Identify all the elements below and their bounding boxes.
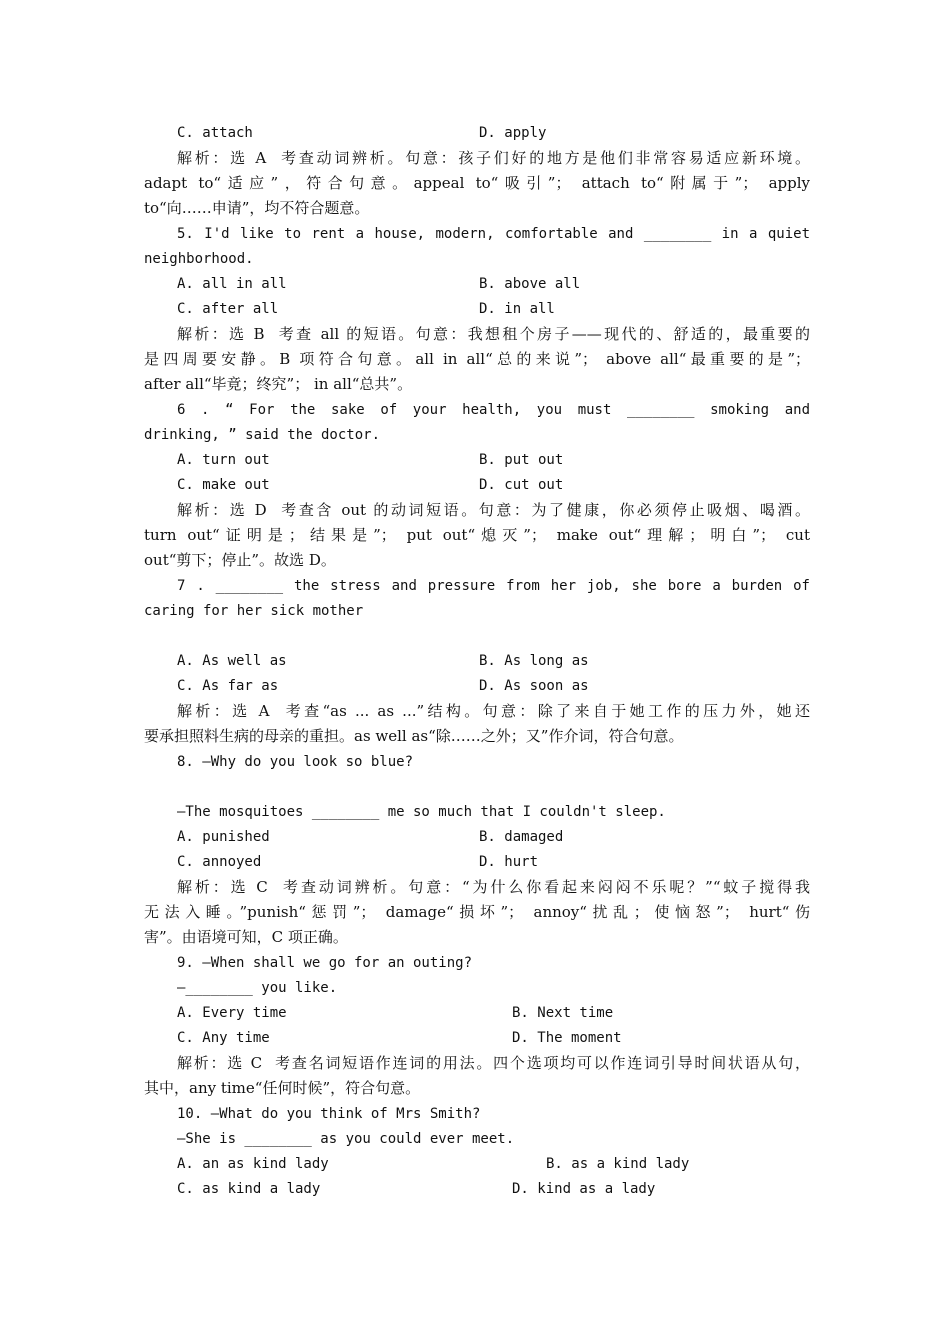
q9-explanation-line-2: 其中，any time“任何时候”，符合句意。: [144, 1079, 421, 1097]
q8-option-d: D. hurt: [479, 854, 539, 870]
q8-option-b: B. damaged: [479, 829, 564, 845]
q5-question-line-1: 5. I'd like to rent a house, modern, comfortable and ________ in a quiet: [177, 226, 810, 242]
q5-explanation-line-1: 解析：选 B 考查 all 的短语。句意：我想租个房子——现代的、舒适的，最重要的: [177, 325, 810, 343]
q5-explanation-line-3: after all“毕竟；终究”； in all“总共”。: [144, 375, 413, 393]
q8-option-a: A. punished: [177, 829, 270, 845]
q8-question-line-1: 8. —Why do you look so blue?: [177, 754, 414, 770]
q9-option-a: A. Every time: [177, 1005, 287, 1021]
q7-explanation-line-1: 解析：选 A 考查“as ... as ...”结构。句意：除了来自于她工作的压力外，她还: [177, 702, 810, 720]
q6-explanation-line-1: 解析：选 D 考查含 out 的动词短语。句意：为了健康，你必须停止吸烟、喝酒。: [177, 501, 810, 519]
q7-option-c: C. As far as: [177, 678, 279, 694]
q8-explanation-line-2: 无法入睡。”punish“惩罚”； damage“损坏”； annoy“扰乱；使恼怒”； hurt“伤: [144, 903, 810, 921]
q10-option-b: B. as a kind lady: [546, 1156, 690, 1172]
q7-option-d: D. As soon as: [479, 678, 589, 694]
q6-question-line-2: drinking, ” said the doctor.: [144, 427, 381, 443]
q10-option-c: C. as kind a lady: [177, 1181, 321, 1197]
q10-option-d: D. kind as a lady: [512, 1181, 656, 1197]
q5-option-b: B. above all: [479, 276, 581, 292]
q4-option-c: C. attach: [177, 125, 253, 141]
q4-explanation-line-1: 解析：选 A 考查动词辨析。句意：孩子们好的地方是他们非常容易适应新环境。: [177, 149, 810, 167]
q5-option-a: A. all in all: [177, 276, 287, 292]
q4-option-d: D. apply: [479, 125, 547, 141]
q7-option-b: B. As long as: [479, 653, 589, 669]
q7-question-line-1: 7 . ________ the stress and pressure from her job, she bore a burden of: [177, 578, 810, 594]
q8-explanation-line-3: 害”。由语境可知，C 项正确。: [144, 928, 348, 946]
q6-option-c: C. make out: [177, 477, 270, 493]
q5-question-line-2: neighborhood.: [144, 251, 254, 267]
q5-explanation-line-2: 是四周要安静。B 项符合句意。all in all“总的来说”； above all“最重要的是”；: [144, 350, 810, 368]
q9-option-d: D. The moment: [512, 1030, 622, 1046]
q10-question-line-1: 10. —What do you think of Mrs Smith?: [177, 1106, 481, 1122]
q4-explanation-line-3: to“向……申请”，均不符合题意。: [144, 199, 370, 217]
q6-option-d: D. cut out: [479, 477, 564, 493]
q7-question-line-2: caring for her sick mother: [144, 603, 364, 619]
q8-option-c: C. annoyed: [177, 854, 262, 870]
q9-explanation-line-1: 解析：选 C 考查名词短语作连词的用法。四个选项均可以作连词引导时间状语从句，: [177, 1054, 810, 1072]
q4-explanation-line-2: adapt to“适应”，符合句意。appeal to“吸引”； attach to“附属于”； apply: [144, 174, 810, 192]
q7-option-a: A. As well as: [177, 653, 287, 669]
q6-option-a: A. turn out: [177, 452, 270, 468]
q8-explanation-line-1: 解析：选 C 考查动词辨析。句意：“为什么你看起来闷闷不乐呢？”“蚊子搅得我: [177, 878, 810, 896]
q8-question-line-2: —The mosquitoes ________ me so much that I couldn't sleep.: [177, 804, 666, 820]
q6-explanation-line-2: turn out“证明是；结果是”； put out“熄灭”； make out“理解；明白”； cut: [144, 526, 810, 544]
q5-option-c: C. after all: [177, 301, 279, 317]
q5-option-d: D. in all: [479, 301, 555, 317]
q10-question-line-2: —She is ________ as you could ever meet.: [177, 1131, 515, 1147]
q9-question-line-2: —________ you like.: [177, 980, 338, 996]
q6-question-line-1: 6 . “ For the sake of your health, you must ________ smoking and: [177, 402, 810, 418]
q6-explanation-line-3: out“剪下；停止”。故选 D。: [144, 551, 336, 569]
q9-question-line-1: 9. —When shall we go for an outing?: [177, 955, 473, 971]
q7-explanation-line-2: 要承担照料生病的母亲的重担。as well as“除……之外；又”作介词，符合句意。: [144, 727, 684, 745]
q6-option-b: B. put out: [479, 452, 564, 468]
q10-option-a: A. an as kind lady: [177, 1156, 329, 1172]
q9-option-c: C. Any time: [177, 1030, 270, 1046]
q9-option-b: B. Next time: [512, 1005, 614, 1021]
